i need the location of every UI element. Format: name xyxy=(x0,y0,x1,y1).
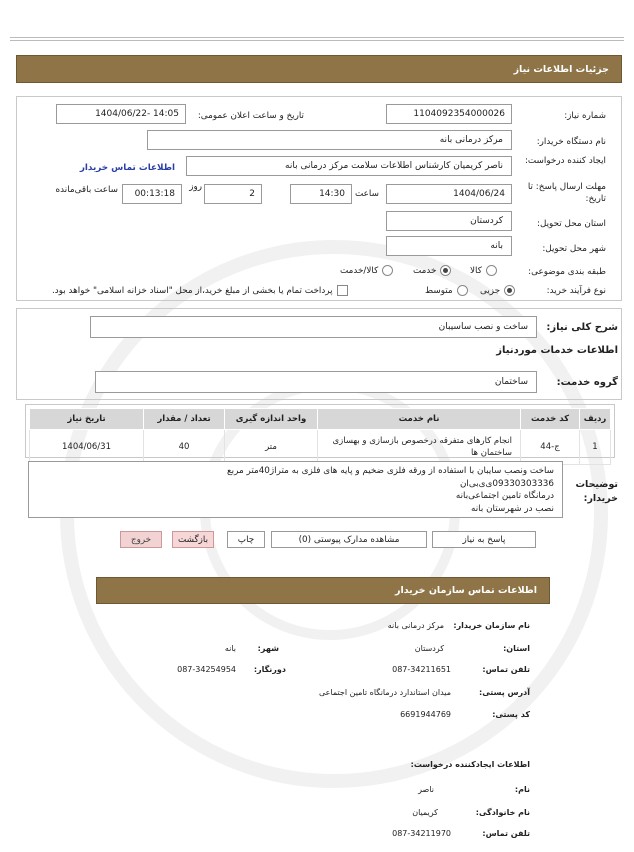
buyer-note-line: ساخت ونصب سایبان با استفاده از ورقه فلزی ضخیم و پایه های فلزی به متراژ40متر مربع xyxy=(226,466,554,476)
deadline-time-label: ساعت xyxy=(355,189,379,199)
process-label: نوع فرآیند خرید: xyxy=(546,286,606,296)
category-label: طبقه بندی موضوعی: xyxy=(528,267,606,277)
buyer-note-line: نصب در شهرستان بانه xyxy=(470,503,554,514)
announce-datetime-value: 1404/06/22- 14:05 xyxy=(95,109,179,119)
contact-phone-value: 087-34211651 xyxy=(392,665,451,674)
days-value: 2 xyxy=(249,189,255,199)
contact-postal-value: 6691944769 xyxy=(400,710,451,719)
view-documents-button[interactable] xyxy=(271,531,427,548)
announce-datetime-label: تاریخ و ساعت اعلان عمومی: xyxy=(197,111,304,121)
back-button[interactable] xyxy=(172,531,214,548)
category-service-label: خدمت xyxy=(413,265,437,276)
remaining-label: ساعت باقی‌مانده xyxy=(55,185,118,195)
contact-section-title: اطلاعات تماس سازمان خریدار xyxy=(394,585,537,596)
buyer-note-line: 09330303336ی‌ی‌بی‌ان xyxy=(459,478,554,489)
buyer-notes-label: توضیحات خریدار: xyxy=(575,479,618,504)
cell-service-name: انجام کارهای متفرقه درخصوص بازسازی و بهسازی ساختمان ها xyxy=(318,430,521,465)
col-header: تاریخ نیاز xyxy=(30,409,144,430)
view-documents-label: مشاهده مدارک پیوستی (0) xyxy=(298,534,400,545)
table-row xyxy=(30,430,611,465)
radio-selected-icon[interactable] xyxy=(440,265,451,276)
items-table-wrap xyxy=(29,408,611,465)
province-label: استان محل تحویل: xyxy=(536,219,606,229)
radio-selected-icon[interactable] xyxy=(504,285,515,296)
col-header: تعداد / مقدار xyxy=(144,409,225,430)
requester-field xyxy=(186,156,512,176)
buyer-contact-link[interactable]: اطلاعات تماس خریدار xyxy=(79,163,175,173)
contact-province-value: کردستان xyxy=(414,644,444,653)
city-label: شهر محل تحویل: xyxy=(542,244,606,254)
col-header: ردیف xyxy=(580,409,611,430)
items-table xyxy=(29,408,611,465)
contact-fax-label: دورنگار: xyxy=(253,665,286,674)
province-field xyxy=(386,211,512,231)
table-header-row xyxy=(30,409,611,430)
print-button[interactable] xyxy=(227,531,265,548)
creator-family-label: نام خانوادگی: xyxy=(475,808,530,817)
services-title: اطلاعات خدمات موردنیاز xyxy=(496,345,618,356)
category-option-both[interactable] xyxy=(340,265,393,276)
deadline-time-value: 14:30 xyxy=(319,189,345,199)
category-goods-label: کالا xyxy=(470,265,482,276)
exit-button-label: خروج xyxy=(130,534,152,545)
checkbox-icon[interactable] xyxy=(337,285,348,296)
deadline-date-field xyxy=(386,184,512,204)
need-number-field xyxy=(386,104,512,124)
category-option-service[interactable] xyxy=(413,265,451,276)
treasury-payment-option[interactable] xyxy=(52,285,348,296)
service-group-field xyxy=(95,371,537,393)
buyer-org-label: نام دستگاه خریدار: xyxy=(536,137,606,147)
radio-icon[interactable] xyxy=(486,265,497,276)
contact-fax-value: 087-34254954 xyxy=(177,665,236,674)
contact-city-label: شهر: xyxy=(257,644,279,653)
creator-section-title: اطلاعات ایجادکننده درخواست: xyxy=(410,760,530,769)
service-group-value: ساختمان xyxy=(494,377,528,387)
city-value: بانه xyxy=(490,241,503,251)
radio-icon[interactable] xyxy=(382,265,393,276)
print-button-label: چاپ xyxy=(237,534,255,545)
contact-address-label: آدرس پستی: xyxy=(479,688,530,697)
deadline-time-field xyxy=(290,184,352,204)
remaining-time-field xyxy=(122,184,182,204)
need-number-value: 1104092354000026 xyxy=(413,109,505,119)
col-header: کد خدمت xyxy=(521,409,580,430)
summary-field xyxy=(90,316,537,338)
summary-label: شرح کلی نیاز: xyxy=(546,322,618,333)
contact-province-label: استان: xyxy=(503,644,530,653)
contact-phone-label: تلفن تماس: xyxy=(482,665,530,674)
reply-button-label: پاسخ به نیاز xyxy=(462,534,506,545)
contact-org-label: نام سازمان خریدار: xyxy=(453,621,530,630)
cell-need-date: 1404/06/31 xyxy=(30,430,144,465)
creator-name-label: نام: xyxy=(514,785,530,794)
category-both-label: کالا/خدمت xyxy=(340,265,379,276)
col-header: نام خدمت xyxy=(318,409,521,430)
reply-button[interactable] xyxy=(432,531,536,548)
buyer-note-line: درمانگاه تامین اجتماعی‌بانه xyxy=(455,491,554,501)
summary-value: ساخت و نصب ساسیبان xyxy=(438,322,528,332)
process-option-medium[interactable] xyxy=(425,285,468,296)
cell-unit: متر xyxy=(225,430,318,465)
province-value: کردستان xyxy=(470,216,503,226)
requester-value: ناصر کریمیان کارشناس اطلاعات سلامت مرکز درمانی بانه xyxy=(285,161,503,171)
cell-service-code: ج-44 xyxy=(521,430,580,465)
category-option-goods[interactable] xyxy=(470,265,497,276)
top-rule-2 xyxy=(10,40,624,41)
requester-label: ایجاد کننده درخواست: xyxy=(524,156,606,166)
radio-icon[interactable] xyxy=(457,285,468,296)
deadline-date-value: 1404/06/24 xyxy=(453,189,505,199)
creator-phone-value: 087-34211970 xyxy=(392,829,451,838)
back-button-label: بازگشت xyxy=(177,534,209,545)
process-minor-label: جزیی xyxy=(480,285,501,296)
contact-city-value: بانه xyxy=(224,644,236,653)
days-label: روز xyxy=(189,182,202,192)
cell-row-number: 1 xyxy=(580,430,611,465)
contact-section-header xyxy=(96,577,550,604)
creator-family-value: کریمیان xyxy=(412,808,438,817)
process-medium-label: متوسط xyxy=(425,285,453,296)
service-group-label: گروه خدمت: xyxy=(556,377,618,388)
remaining-time-value: 00:13:18 xyxy=(134,189,175,199)
creator-phone-label: تلفن تماس: xyxy=(482,829,530,838)
process-option-minor[interactable] xyxy=(480,285,515,296)
top-rule xyxy=(10,37,624,38)
buyer-org-value: مرکز درمانی بانه xyxy=(439,135,503,145)
days-field xyxy=(204,184,262,204)
page-title-text: جزئیات اطلاعات نیاز xyxy=(513,63,609,75)
creator-name-value: ناصر xyxy=(418,785,434,794)
deadline-label: مهلت ارسال پاسخ: تا تاریخ: xyxy=(527,182,606,204)
buyer-org-field xyxy=(147,130,512,150)
need-number-label: شماره نیاز: xyxy=(564,111,606,121)
payment-note-text: پرداخت تمام یا بخشی از مبلغ خرید،از محل "اسناد خزانه اسلامی" خواهد بود. xyxy=(52,285,333,296)
buyer-notes-box xyxy=(28,461,563,518)
city-field xyxy=(386,236,512,256)
contact-address-value: میدان استاندارد درمانگاه تامین اجتماعی xyxy=(319,688,451,697)
contact-org-value: مرکز درمانی بانه xyxy=(387,621,444,630)
page-title xyxy=(16,55,622,83)
cell-quantity: 40 xyxy=(144,430,225,465)
contact-postal-label: کد پستی: xyxy=(492,710,530,719)
col-header: واحد اندازه گیری xyxy=(225,409,318,430)
announce-datetime-field xyxy=(56,104,186,124)
exit-button[interactable] xyxy=(120,531,162,548)
